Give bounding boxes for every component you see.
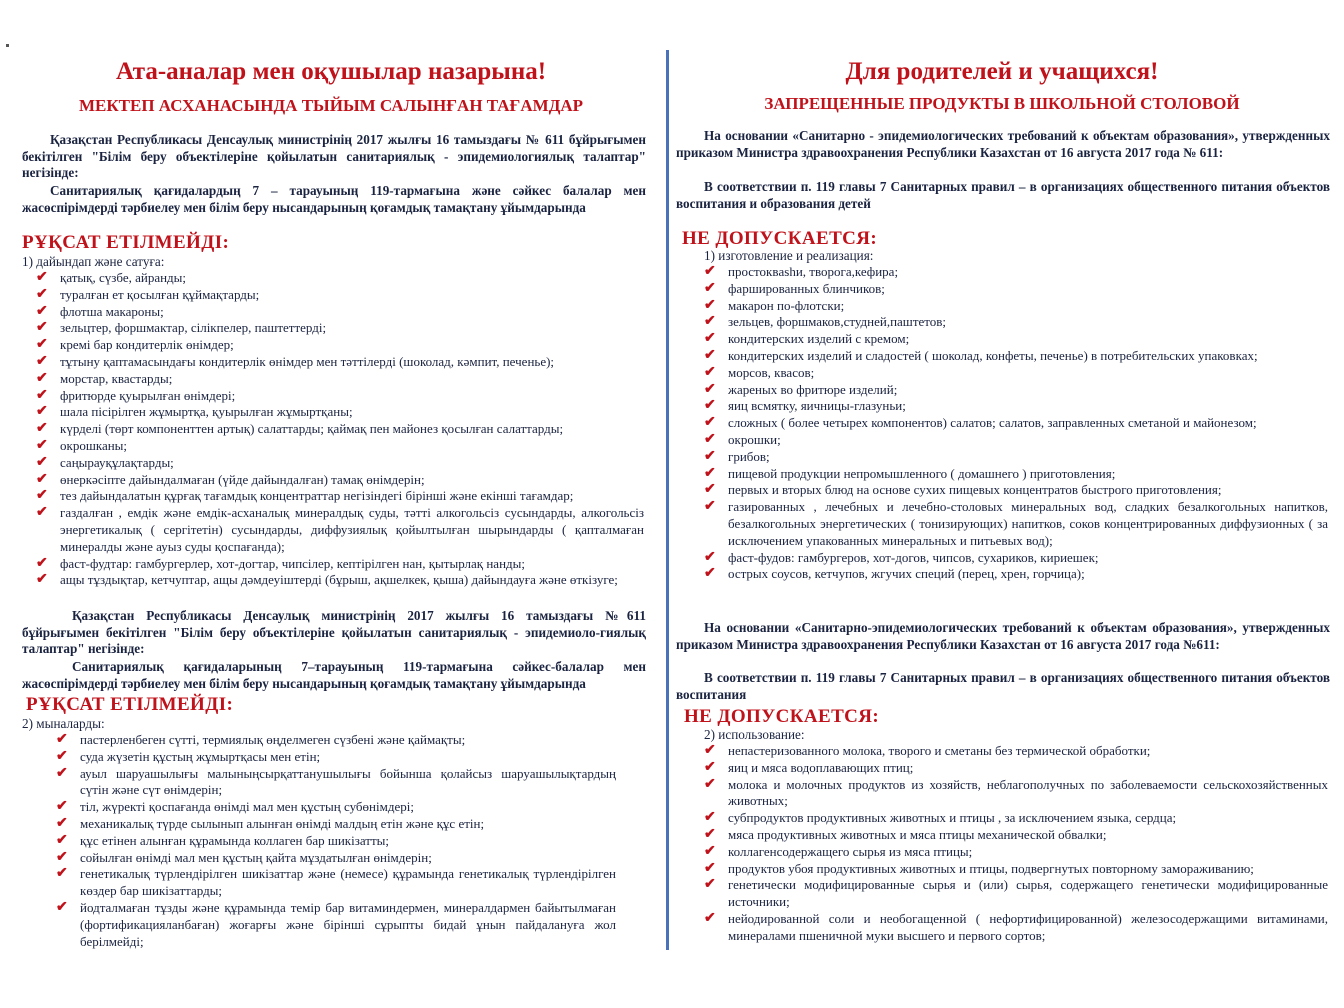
list-item-text: непастеризованного молока, творого и сметаны без термической обработки; bbox=[728, 743, 1151, 758]
list-item-text: шала пісірілген жұмыртқа, қуырылған жұмыртқаны; bbox=[60, 404, 353, 420]
check-icon: ✔ bbox=[704, 314, 716, 330]
list-item-text: сложных ( более четырех компонентов) салатов; салатов, заправленных сметаной и майонезом; bbox=[728, 415, 1257, 431]
list-item-text: фаст-фудов: гамбургеров, хот-догов, чипсов, сухариков, кириешек; bbox=[728, 549, 1099, 565]
list-item-text: суда жүзетін құстың жұмыртқасы мен етін; bbox=[80, 748, 321, 764]
left-heading-2: РҰҚСАТ ЕТІЛМЕЙДІ: bbox=[26, 694, 234, 715]
list-item-text: пищевой продукции непромышленного ( домашнего ) приготовления; bbox=[728, 465, 1116, 481]
check-icon: ✔ bbox=[704, 860, 716, 876]
list-item-text: кремі бар кондитерлік өнімдер; bbox=[60, 337, 234, 353]
list-item bbox=[36, 455, 644, 472]
list-item-text: тұтыну қаптамасындағы кондитерлік өнімдер мен тәттілерді (шоколад, кәмпит, печенье); bbox=[60, 353, 555, 369]
list-item bbox=[704, 482, 1328, 499]
check-icon: ✔ bbox=[36, 320, 48, 336]
list-item bbox=[704, 449, 1328, 466]
check-icon: ✔ bbox=[704, 347, 716, 363]
list-item bbox=[56, 850, 616, 867]
list-item-text: зельцтер, форшмактар, сілікпелер, паштеттерді; bbox=[60, 320, 327, 336]
check-icon: ✔ bbox=[704, 910, 716, 926]
list-item-text: газированных , лечебных и лечебно-столовых минеральных вод, сладких безалкогольных напитков, безалкогольных энергетических ( тонизирующих) напитков, соков концентрированных диффузионных ( за исключением упакованных минеральных и питьевых вод); bbox=[728, 499, 1328, 548]
check-icon: ✔ bbox=[36, 572, 48, 588]
right-list-1 bbox=[704, 264, 1328, 583]
list-item-text: кондитерских изделий и сладостей ( шоколад, конфеты, печенье) в потребительских упаковках; bbox=[728, 347, 1258, 363]
kazakh-column bbox=[14, 0, 648, 1008]
list-item-text: ащы тұздықтар, кетчуптар, ащы дәмдеуіштерді (бұрыш, ақшелкек, қыша) дайындауға және өткізуге; bbox=[60, 572, 618, 588]
check-icon: ✔ bbox=[56, 765, 68, 781]
list-item-text: острых соусов, кетчупов, жгучих специй (перец, хрен, горчица); bbox=[728, 566, 1085, 582]
list-item bbox=[56, 866, 616, 900]
check-icon: ✔ bbox=[704, 776, 716, 792]
list-item-text: морсов, квасов; bbox=[728, 364, 815, 380]
list-item bbox=[36, 304, 644, 321]
list-item-text: тез дайындалатын құрғақ тағамдық концентраттар негізіндегі бірінші және екінші тағамдар; bbox=[60, 488, 574, 504]
list-item bbox=[56, 833, 616, 850]
list-item bbox=[56, 816, 616, 833]
check-icon: ✔ bbox=[36, 437, 48, 453]
check-icon: ✔ bbox=[704, 549, 716, 565]
right-intro-3: На основании «Санитарно-эпидемиологических требований к объектам образования», утвержденных приказом Министра здравоохранения Республики Казахстан от 16 августа 2017 года №611: bbox=[676, 620, 1330, 652]
list-item-text: механикалық түрде сылынып алынған өнімді малдың етін және құс етін; bbox=[80, 815, 485, 831]
left-list1-label: 1) дайындап және сатуға: bbox=[22, 254, 165, 269]
list-item-text: яиц и мяса водоплавающих птиц; bbox=[728, 759, 914, 775]
list-item-text: йодталмаған тұзды және құрамында темір бар витаминдермен, минералдармен байытылмаған (фортификацияланбаған) жоғарғы және бірінші сұрыпты бидай ұнын пайдалануға жол берілмейді; bbox=[80, 899, 616, 949]
list-item bbox=[36, 371, 644, 388]
list-item bbox=[36, 337, 644, 354]
list-item bbox=[36, 270, 644, 287]
list-item bbox=[36, 438, 644, 455]
list-item-text: молока и молочных продуктов из хозяйств, неблагополучных по заболеваемости сельскохозяйственных животных; bbox=[728, 776, 1328, 809]
list-item-text: фритюрде қуырылған өнімдері; bbox=[60, 387, 236, 403]
list-item bbox=[36, 556, 644, 573]
list-item-text: құс етінен алынған құрамында коллаген бар шикізатты; bbox=[80, 832, 390, 848]
list-item bbox=[704, 432, 1328, 449]
list-item-text: өнеркәсіпте дайындалмаған (үйде дайындалған) тамақ өнімдерін; bbox=[60, 471, 425, 487]
check-icon: ✔ bbox=[704, 280, 716, 296]
left-intro-2: Санитариялық қағидалардың 7 – тарауының 119-тармағына және сәйкес балалар мен жасөспірімдерді тәрбиелеу мен білім беру нысандарының қоғамдық тамақтану ұйымдарында bbox=[22, 183, 646, 215]
list-item-text: грибов; bbox=[728, 448, 770, 464]
list-item-text: простоквashи, творога,кефира; bbox=[728, 264, 899, 279]
list-item bbox=[704, 365, 1328, 382]
check-icon: ✔ bbox=[704, 877, 716, 893]
right-list1-label: 1) изготовление и реализация: bbox=[704, 248, 874, 263]
right-title: Для родителей и учащихся! bbox=[845, 58, 1159, 85]
list-item-text: субпродуктов продуктивных животных и птицы , за исключением языка, сердца; bbox=[728, 810, 1177, 826]
list-item bbox=[704, 743, 1328, 760]
check-icon: ✔ bbox=[704, 448, 716, 464]
check-icon: ✔ bbox=[36, 505, 48, 521]
check-icon: ✔ bbox=[36, 387, 48, 403]
list-item bbox=[36, 572, 644, 589]
list-item-text: первых и вторых блюд на основе сухих пищевых концентратов быстрого приготовления; bbox=[728, 482, 1222, 498]
list-item-text: макарон по-флотски; bbox=[728, 297, 845, 313]
list-item-text: окрошканы; bbox=[60, 437, 128, 453]
check-icon: ✔ bbox=[704, 566, 716, 582]
list-item bbox=[704, 382, 1328, 399]
check-icon: ✔ bbox=[704, 331, 716, 347]
check-icon: ✔ bbox=[36, 303, 48, 319]
check-icon: ✔ bbox=[704, 499, 716, 515]
column-divider bbox=[666, 50, 669, 950]
check-icon: ✔ bbox=[56, 899, 68, 915]
check-icon: ✔ bbox=[36, 270, 48, 285]
list-item-text: коллагенсодержащего сырья из мяса птицы; bbox=[728, 843, 973, 859]
list-item bbox=[36, 505, 644, 555]
list-item-text: мяса продуктивных животных и мяса птицы механической обвалки; bbox=[728, 826, 1107, 842]
check-icon: ✔ bbox=[704, 743, 716, 758]
list-item bbox=[36, 320, 644, 337]
list-item-text: яиц всмятку, яичницы-глазуньи; bbox=[728, 398, 906, 414]
check-icon: ✔ bbox=[704, 381, 716, 397]
right-intro-2: В соответствии п. 119 главы 7 Санитарных правил – в организациях общественного питания объектов воспитания и образования детей bbox=[676, 179, 1330, 211]
right-heading-2: НЕ ДОПУСКАЕТСЯ: bbox=[684, 706, 880, 727]
list-item bbox=[704, 877, 1328, 911]
list-item bbox=[704, 298, 1328, 315]
list-item bbox=[704, 398, 1328, 415]
list-item bbox=[704, 760, 1328, 777]
right-intro-4: В соответствии п. 119 главы 7 Санитарных правил – в организациях общественного питания объектов воспитания bbox=[676, 670, 1330, 702]
check-icon: ✔ bbox=[36, 555, 48, 571]
list-item-text: генетически модифицированные сырья и (или) сырья, содержащего генетически модифицированные источники; bbox=[728, 877, 1328, 910]
list-item bbox=[704, 861, 1328, 878]
check-icon: ✔ bbox=[56, 748, 68, 764]
list-item-text: ауыл шаруашылығы малыныңсырқаттанушылығы бойынша қолайсыз шаруашылықтардың сүтін және сүт өнімдерін; bbox=[80, 765, 616, 798]
check-icon: ✔ bbox=[36, 370, 48, 386]
right-list-2 bbox=[704, 743, 1328, 945]
list-item bbox=[704, 264, 1328, 281]
list-item bbox=[36, 388, 644, 405]
corner-mark bbox=[6, 44, 9, 47]
russian-column bbox=[672, 0, 1332, 1008]
right-list2-label: 2) использование: bbox=[704, 727, 805, 742]
check-icon: ✔ bbox=[36, 488, 48, 504]
list-item bbox=[56, 900, 616, 950]
check-icon: ✔ bbox=[704, 482, 716, 498]
check-icon: ✔ bbox=[704, 465, 716, 481]
list-item bbox=[704, 348, 1328, 365]
list-item bbox=[704, 499, 1328, 549]
list-item-text: продуктов убоя продуктивных животных и птицы, подвергнутых повторному замораживанию; bbox=[728, 860, 1254, 876]
list-item bbox=[56, 749, 616, 766]
list-item-text: күрделі (төрт компоненттен артық) салаттарды; қаймақ пен майонез қосылған салаттарды; bbox=[60, 421, 564, 437]
check-icon: ✔ bbox=[704, 843, 716, 859]
right-intro-1: На основании «Санитарно - эпидемиологических требований к объектам образования», утвержденных приказом Министра здравоохранения Республики Казахстан от 16 августа 2017 года № 611: bbox=[676, 128, 1330, 160]
list-item bbox=[704, 566, 1328, 583]
list-item bbox=[704, 281, 1328, 298]
check-icon: ✔ bbox=[36, 286, 48, 302]
list-item bbox=[704, 314, 1328, 331]
check-icon: ✔ bbox=[56, 849, 68, 865]
list-item bbox=[56, 732, 616, 749]
list-item-text: сойылған өнімді мал мен құстың қайта мұздатылған өнімдерін; bbox=[80, 849, 432, 865]
left-list-2 bbox=[56, 732, 616, 950]
left-intro-1: Қазақстан Республикасы Денсаулық министрінің 2017 жылғы 16 тамыздағы № 611 бұйрығымен бекітілген "Білім беру объектілеріне қойылатын санитариялық - эпидемиологиялық талаптар" негізінде: bbox=[22, 132, 646, 181]
left-intro-3: Қазақстан Республикасы Денсаулық министрінің 2017 жылғы 16 тамыздағы №611 бұйрығымен бекітілген "Білім беру объектілеріне қойылатын санитариялық - эпидемиоло-гиялық талаптар" негізінде: bbox=[22, 608, 646, 657]
right-heading-1: НЕ ДОПУСКАЕТСЯ: bbox=[682, 228, 878, 249]
list-item bbox=[56, 766, 616, 800]
list-item bbox=[704, 466, 1328, 483]
list-item bbox=[56, 799, 616, 816]
list-item bbox=[704, 550, 1328, 567]
list-item-text: морстар, квастарды; bbox=[60, 370, 173, 386]
check-icon: ✔ bbox=[56, 832, 68, 848]
list-item bbox=[36, 421, 644, 438]
check-icon: ✔ bbox=[36, 421, 48, 437]
list-item-text: нейодированной соли и необогащенной ( нефортифицированной) железосодержащими витаминами, минералами пшеничной муки высшего и первого сортов; bbox=[728, 910, 1328, 943]
check-icon: ✔ bbox=[36, 404, 48, 420]
list-item-text: фаст-фудтар: гамбургерлер, хот-догтар, чипсілер, кептірілген нан, қытырлақ нанды; bbox=[60, 555, 525, 571]
list-item bbox=[704, 331, 1328, 348]
list-item bbox=[36, 287, 644, 304]
check-icon: ✔ bbox=[704, 264, 716, 279]
right-subtitle: ЗАПРЕЩЕННЫЕ ПРОДУКТЫ В ШКОЛЬНОЙ СТОЛОВОЙ bbox=[764, 94, 1240, 113]
list-item-text: қатық, сүзбе, айранды; bbox=[60, 270, 187, 285]
list-item-text: зельцев, форшмаков,студней,паштетов; bbox=[728, 314, 947, 330]
list-item bbox=[704, 415, 1328, 432]
list-item-text: фаршированных блинчиков; bbox=[728, 280, 885, 296]
list-item bbox=[704, 810, 1328, 827]
check-icon: ✔ bbox=[704, 810, 716, 826]
list-item bbox=[36, 404, 644, 421]
check-icon: ✔ bbox=[704, 398, 716, 414]
list-item-text: туралған ет қосылған құймақтарды; bbox=[60, 286, 260, 302]
list-item-text: тіл, жүректі қоспағанда өнімді мал мен құстың субөнімдері; bbox=[80, 799, 414, 815]
list-item bbox=[36, 472, 644, 489]
check-icon: ✔ bbox=[56, 866, 68, 882]
check-icon: ✔ bbox=[56, 732, 68, 747]
list-item-text: генетикалық түрлендірілген шикізаттар және (немесе) құрамында генетикалық түрлендірілген көздер бар шикізаттарды; bbox=[80, 866, 616, 899]
check-icon: ✔ bbox=[36, 454, 48, 470]
left-list2-label: 2) мыналарды: bbox=[22, 716, 105, 731]
left-subtitle: МЕКТЕП АСХАНАСЫНДА ТЫЙЫМ САЛЫНҒАН ТАҒАМДАР bbox=[78, 96, 584, 115]
left-title: Ата-аналар мен оқушылар назарына! bbox=[115, 58, 547, 85]
list-item bbox=[704, 844, 1328, 861]
check-icon: ✔ bbox=[704, 759, 716, 775]
list-item bbox=[704, 911, 1328, 945]
left-heading-1: РҰҚСАТ ЕТІЛМЕЙДІ: bbox=[22, 232, 230, 253]
list-item bbox=[704, 777, 1328, 811]
list-item-text: флотша макароны; bbox=[60, 303, 164, 319]
list-item bbox=[704, 827, 1328, 844]
check-icon: ✔ bbox=[704, 297, 716, 313]
check-icon: ✔ bbox=[704, 364, 716, 380]
list-item bbox=[36, 354, 644, 371]
check-icon: ✔ bbox=[704, 826, 716, 842]
left-intro-4: Санитариялық қағидаларының 7–тарауының 119-тармағына сәйкес-балалар мен жасөспірімдерді тәрбиелеу мен білім беру нысандарының қоғамдық тамақтану ұйымдарында bbox=[22, 659, 646, 691]
left-list-1 bbox=[36, 270, 644, 589]
check-icon: ✔ bbox=[36, 471, 48, 487]
list-item bbox=[36, 488, 644, 505]
list-item-text: жареных во фритюре изделий; bbox=[728, 381, 898, 397]
check-icon: ✔ bbox=[36, 353, 48, 369]
list-item-text: кондитерских изделий с кремом; bbox=[728, 331, 910, 347]
check-icon: ✔ bbox=[56, 799, 68, 815]
list-item-text: газдалған , емдік және емдік-асханалық минералдық суды, тәтті алкогольсіз сусындарды, алкогольсіз энергетикалық ( сергітетін) сусындарды, диффузиялық қойылтылған шырындарды ( қапталмаған минералды және ауыз суды қоспағанда); bbox=[60, 505, 644, 554]
check-icon: ✔ bbox=[704, 415, 716, 431]
list-item-text: саңырауқұлақтарды; bbox=[60, 454, 174, 470]
check-icon: ✔ bbox=[36, 337, 48, 353]
list-item-text: пастерленбеген сүтті, термиялық өңделмеген сүзбені және қаймақты; bbox=[80, 732, 466, 747]
check-icon: ✔ bbox=[704, 431, 716, 447]
list-item-text: окрошки; bbox=[728, 431, 781, 447]
check-icon: ✔ bbox=[56, 815, 68, 831]
